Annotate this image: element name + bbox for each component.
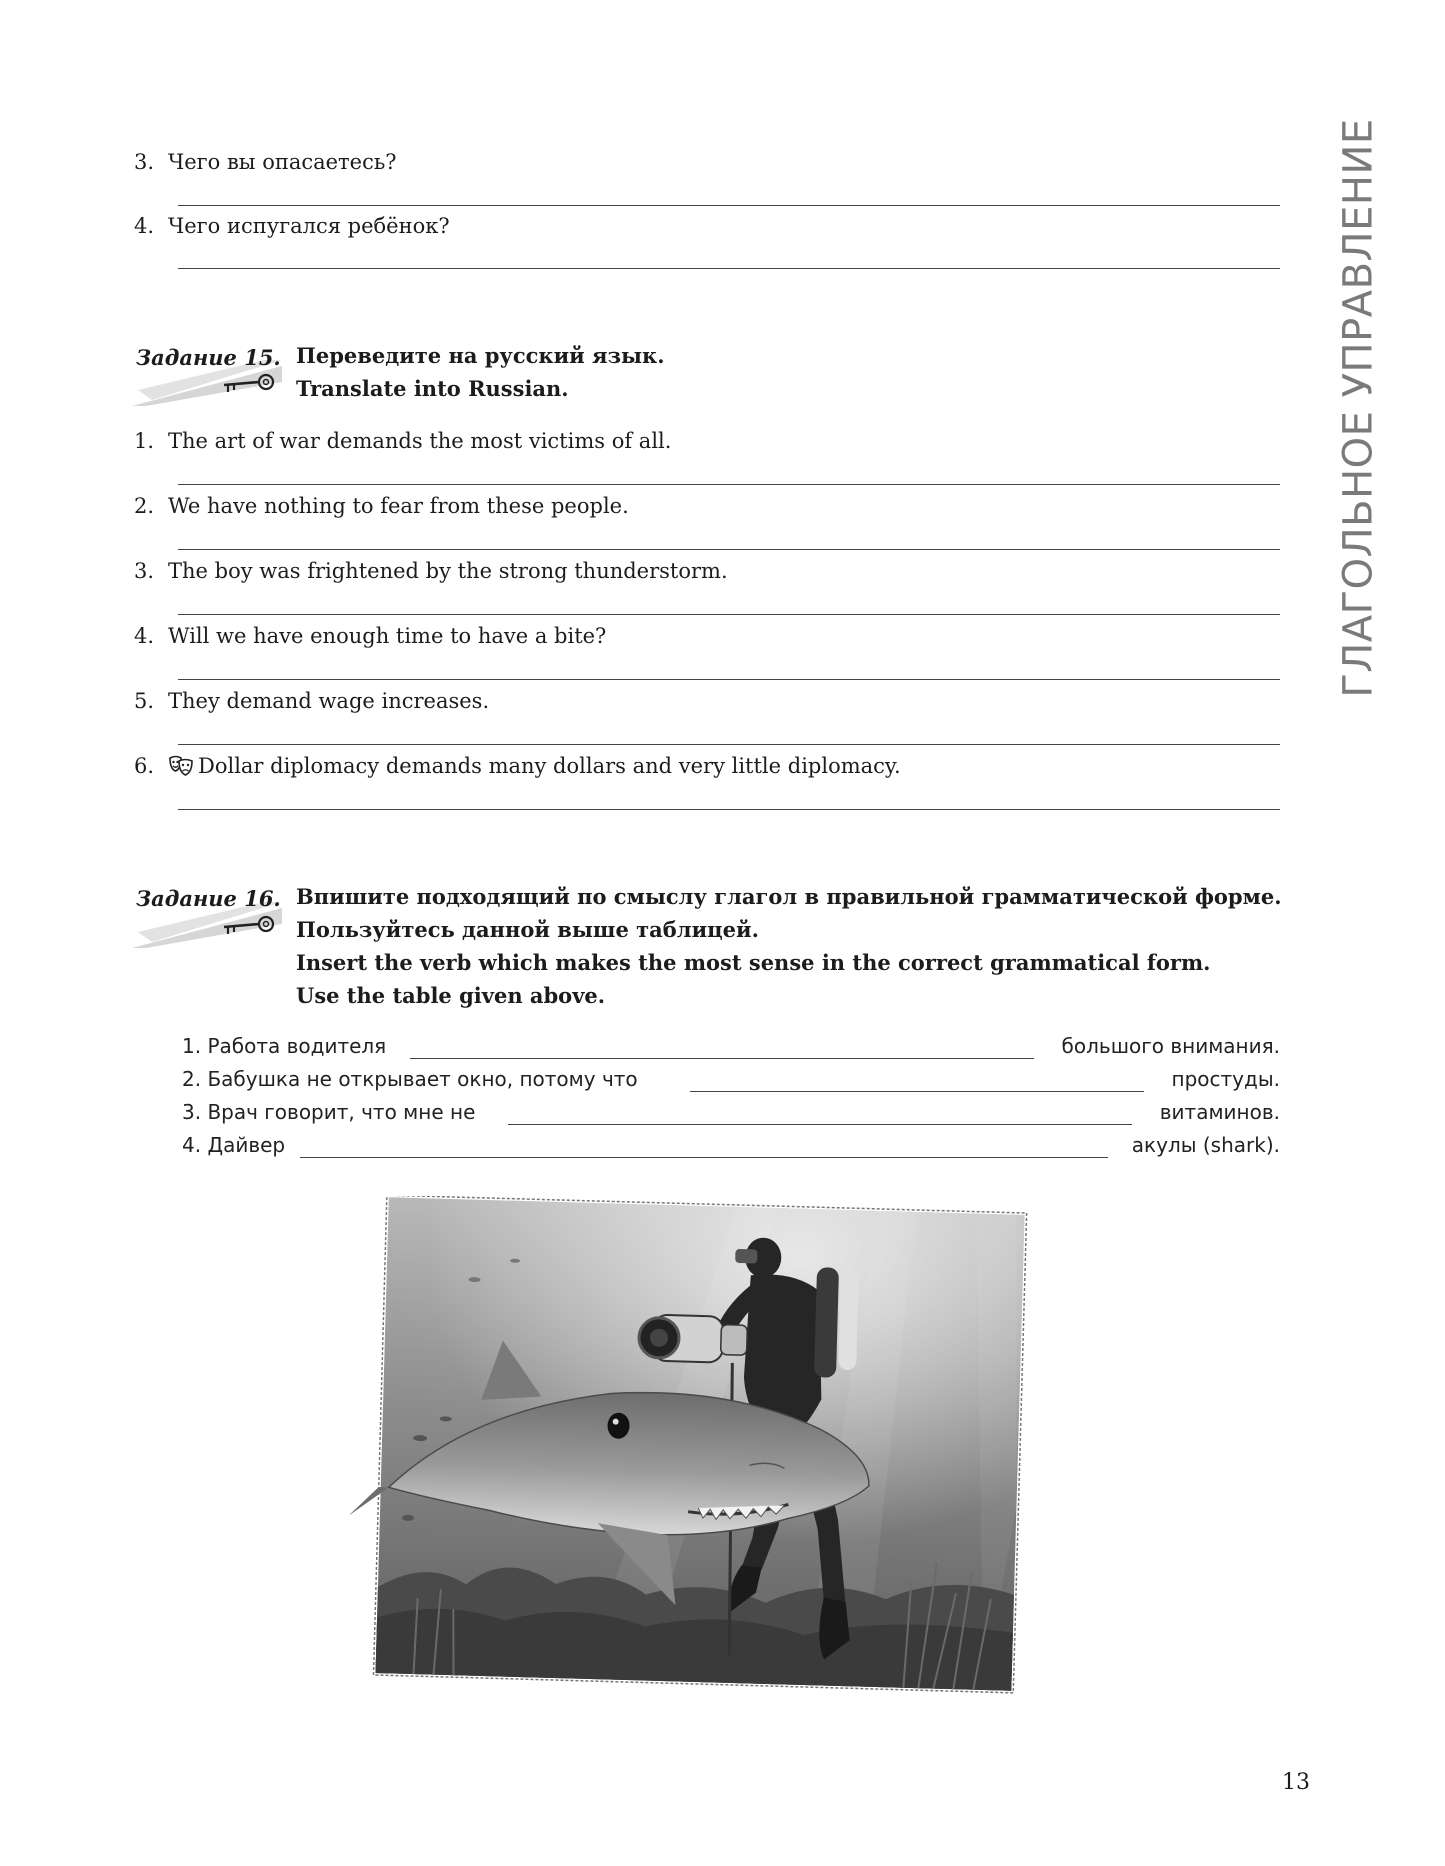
page-number: 13 <box>1282 1770 1310 1795</box>
diver-and-shark-photo <box>350 1196 1050 1696</box>
task15-item-2: 2. We have nothing to fear from these people. <box>134 494 629 518</box>
section-title-text: ГЛАГОЛЬНОЕ УПРАВЛЕНИЕ <box>1336 118 1383 698</box>
answer-line[interactable] <box>178 549 1280 550</box>
key-icon <box>220 914 276 936</box>
task15-item-3: 3. The boy was frightened by the strong thunderstorm. <box>134 559 728 583</box>
task15-label: Задание 15. <box>136 345 281 370</box>
answer-line[interactable] <box>178 484 1280 485</box>
answer-line[interactable] <box>178 809 1280 810</box>
photo-image <box>350 1196 1050 1696</box>
task15-instructions <box>296 339 665 405</box>
task16-instruction-en-2: Use the table given above. <box>296 983 606 1008</box>
theatre-masks-icon <box>168 755 194 777</box>
key-icon <box>220 372 276 394</box>
task16-instruction-en-1: Insert the verb which makes the most sense in the correct grammatical form. <box>296 950 1211 975</box>
fill-blank[interactable] <box>410 1058 1034 1059</box>
task16-label: Задание 16. <box>136 886 281 911</box>
answer-line[interactable] <box>178 614 1280 615</box>
task16-instruction-ru-1: Впишите подходящий по смыслу глагол в правильной грамматической форме. <box>296 884 1282 909</box>
task15-item-4: 4. Will we have enough time to have a bite? <box>134 624 607 648</box>
answer-line[interactable] <box>178 679 1280 680</box>
task16-item-4: 4. Дайвер акулы (shark). <box>182 1133 1280 1157</box>
task15-item-5: 5. They demand wage increases. <box>134 689 490 713</box>
section-title-vertical <box>1330 118 1388 698</box>
prev-question-4: 4. Чего испугался ребёнок? <box>134 214 450 238</box>
task15-item-6: 6. Dollar diplomacy demands many dollars and very little diplomacy. <box>134 754 901 778</box>
task16-item-3: 3. Врач говорит, что мне не витаминов. <box>182 1100 1280 1124</box>
fill-blank[interactable] <box>300 1157 1108 1158</box>
task15-instruction-en: Translate into Russian. <box>296 376 569 401</box>
task16-instructions <box>296 880 1282 1012</box>
answer-line[interactable] <box>178 205 1280 206</box>
fill-blank[interactable] <box>508 1124 1132 1125</box>
task16-item-2: 2. Бабушка не открывает окно, потому что простуды. <box>182 1067 1280 1091</box>
answer-line[interactable] <box>178 268 1280 269</box>
task15-instruction-ru: Переведите на русский язык. <box>296 343 665 368</box>
task16-instruction-ru-2: Пользуйтесь данной выше таблицей. <box>296 917 759 942</box>
task15-item-1: 1. The art of war demands the most victims of all. <box>134 429 672 453</box>
task16-item-1: 1. Работа водителя большого внимания. <box>182 1034 1280 1058</box>
prev-question-3: 3. Чего вы опасаетесь? <box>134 150 397 174</box>
fill-blank[interactable] <box>690 1091 1144 1092</box>
answer-line[interactable] <box>178 744 1280 745</box>
